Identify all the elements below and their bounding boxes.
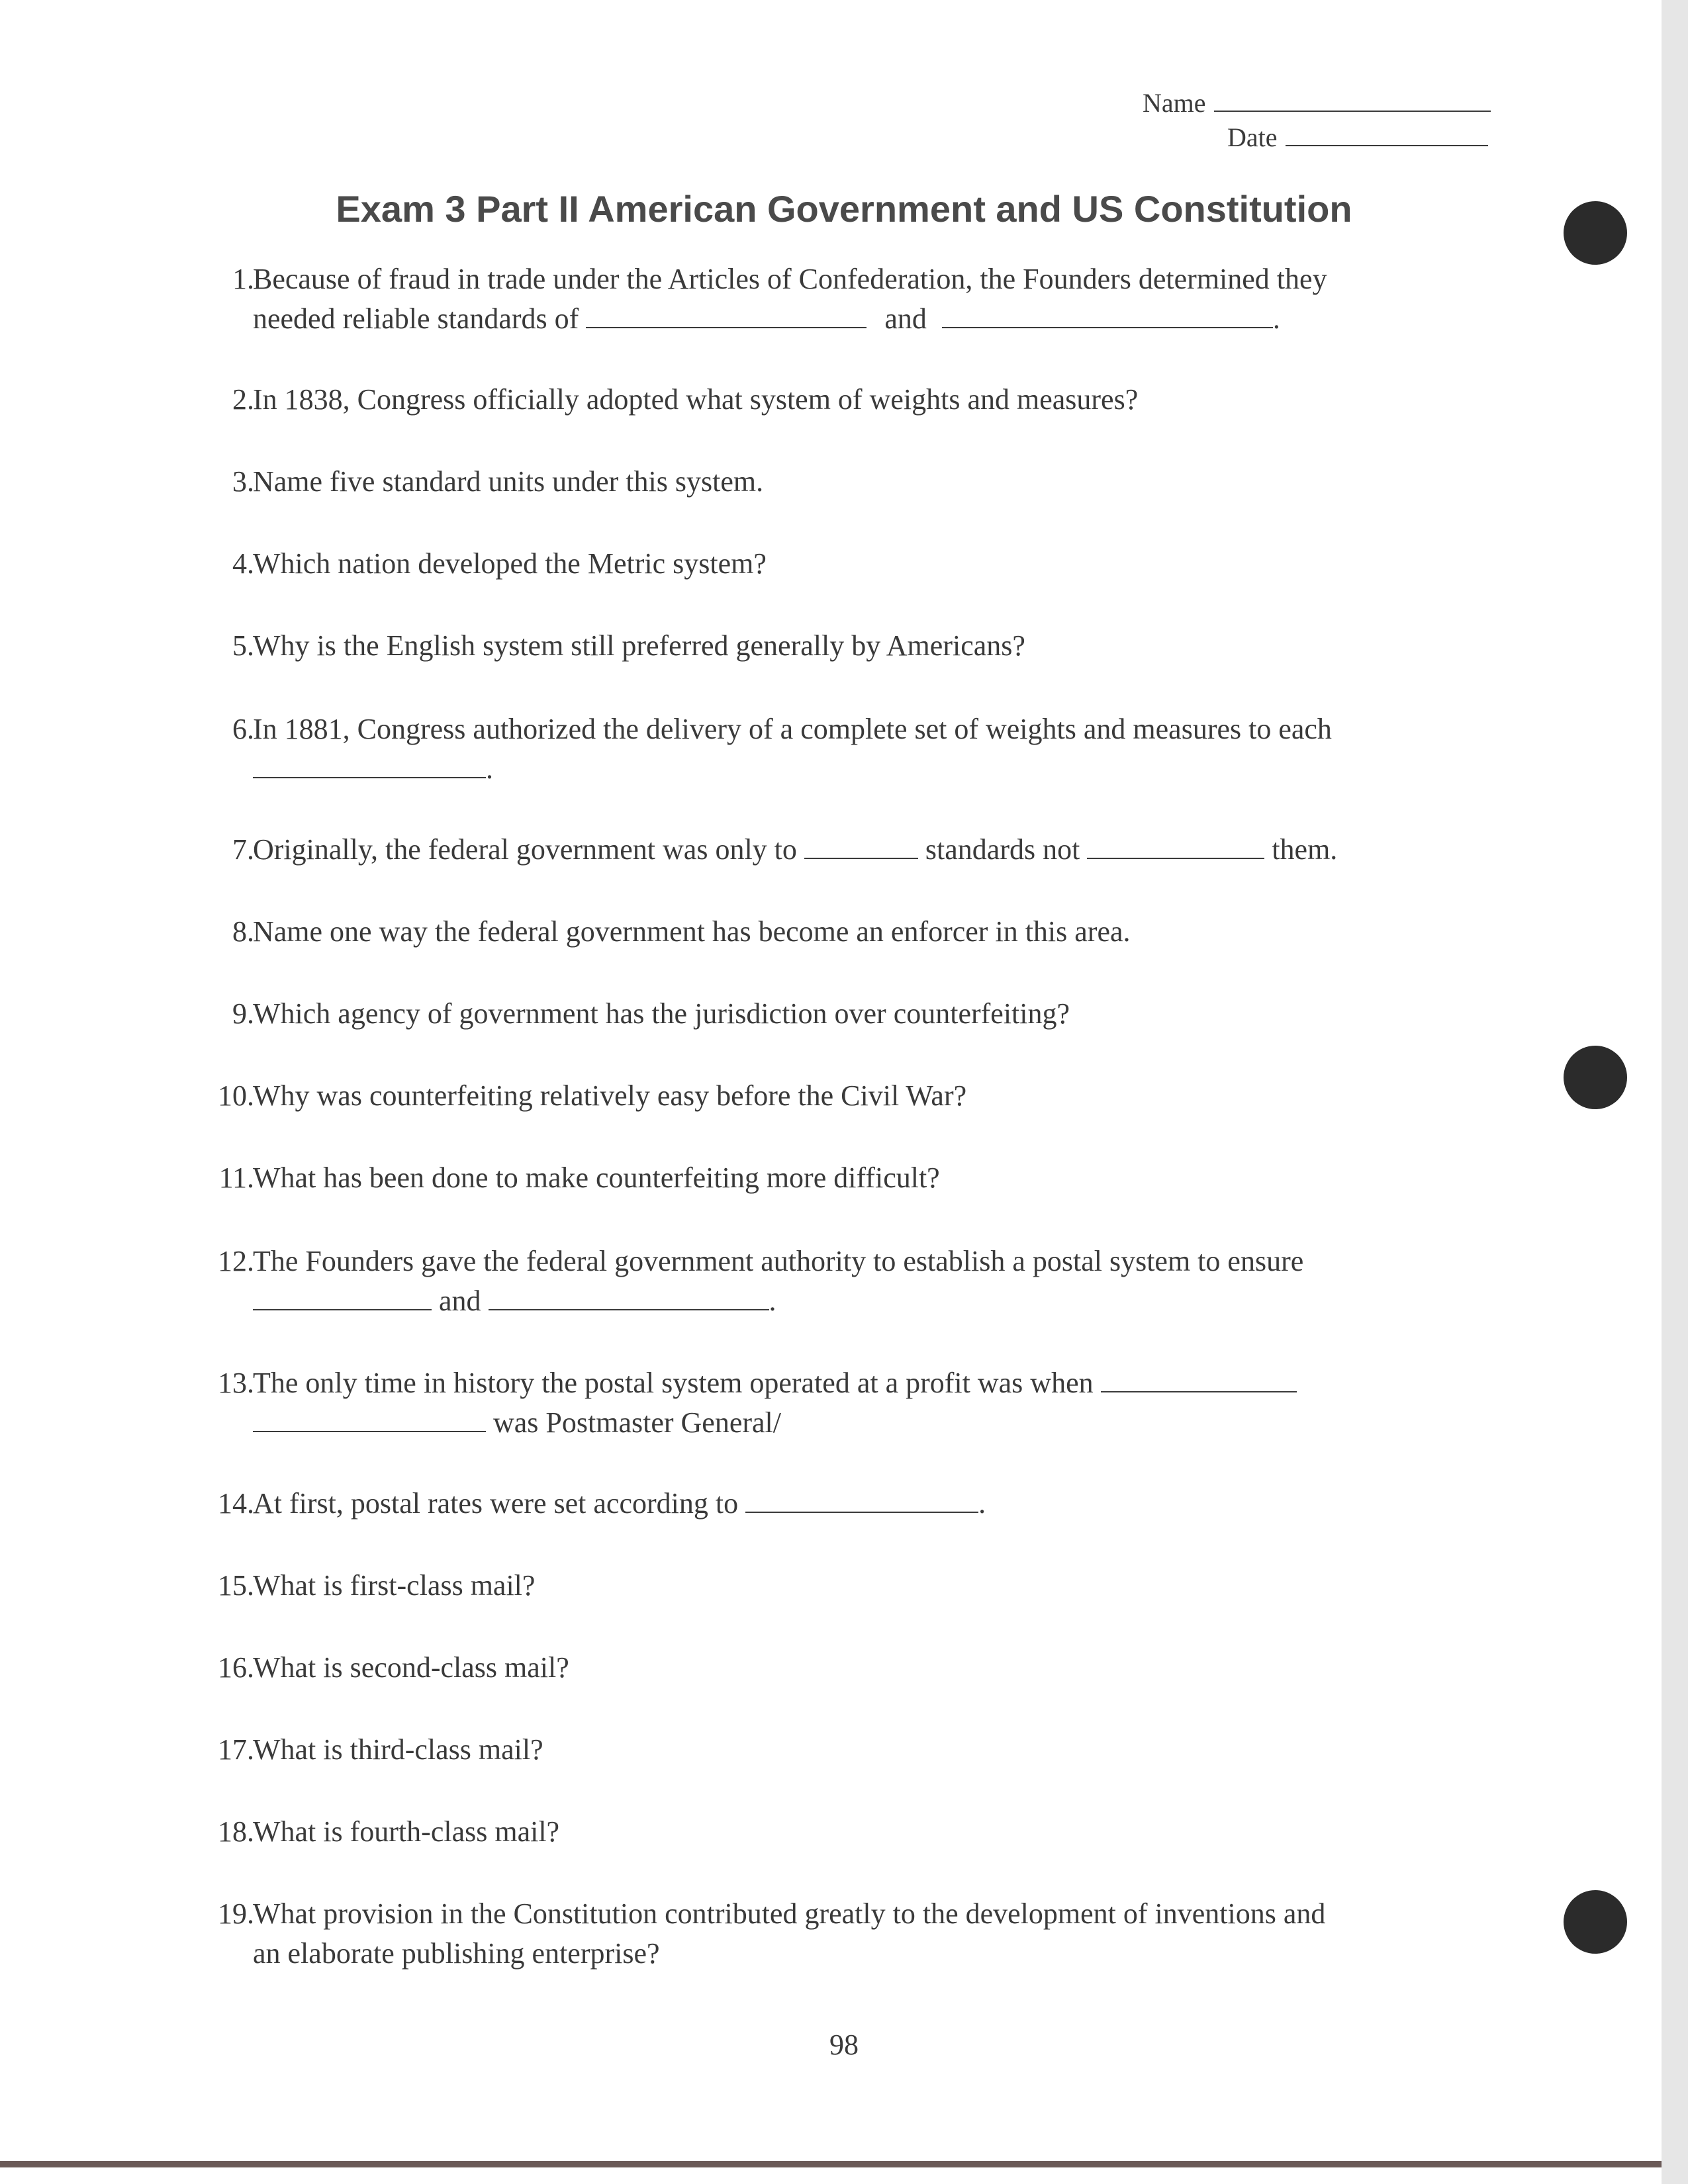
question-text: and xyxy=(884,302,927,335)
question-number: 19. xyxy=(218,1897,254,1930)
name-field[interactable] xyxy=(1143,87,1491,119)
question-8 xyxy=(199,912,1496,952)
question-18 xyxy=(199,1812,1496,1852)
question-text: The only time in history the postal system operated at a profit was when xyxy=(253,1367,1094,1399)
date-blank[interactable] xyxy=(1286,122,1488,146)
question-number: 12. xyxy=(218,1245,254,1277)
question-text: and xyxy=(439,1285,481,1317)
question-text: In 1881, Congress authorized the delivery of a complete set of weights and measures to each xyxy=(253,713,1332,745)
answer-blank[interactable] xyxy=(253,1404,486,1432)
question-number: 17. xyxy=(218,1733,254,1766)
answer-blank[interactable] xyxy=(804,831,918,859)
question-number: 2. xyxy=(232,383,254,416)
question-14 xyxy=(199,1484,1496,1524)
question-text: The Founders gave the federal government authority to establish a postal system to ensure xyxy=(253,1245,1304,1277)
question-text: an elaborate publishing enterprise? xyxy=(253,1937,660,1970)
page-number: 98 xyxy=(829,2028,859,2061)
question-number: 5. xyxy=(232,629,254,662)
question-text: Originally, the federal government was only to xyxy=(253,833,797,866)
question-number: 13. xyxy=(218,1367,254,1399)
scan-edge-right xyxy=(1662,0,1688,2184)
question-number: 4. xyxy=(232,547,254,580)
answer-blank[interactable] xyxy=(489,1283,769,1310)
question-text: standards not xyxy=(925,833,1080,866)
scan-edge-bottom xyxy=(0,2161,1662,2167)
answer-blank[interactable] xyxy=(942,300,1273,328)
date-field[interactable] xyxy=(1227,122,1488,154)
question-text: . xyxy=(486,752,493,785)
question-number: 3. xyxy=(232,465,254,498)
question-number: 18. xyxy=(218,1815,254,1848)
question-text: What is first-class mail? xyxy=(253,1569,536,1602)
question-text: Because of fraud in trade under the Articles of Confederation, the Founders determined they xyxy=(253,263,1327,295)
question-text: them. xyxy=(1272,833,1338,866)
question-5 xyxy=(199,626,1496,666)
question-text: Name one way the federal government has become an enforcer in this area. xyxy=(253,915,1131,948)
question-13 xyxy=(199,1363,1496,1443)
answer-blank[interactable] xyxy=(586,300,867,328)
answer-blank[interactable] xyxy=(1087,831,1264,859)
question-17 xyxy=(199,1730,1496,1770)
question-text: Name five standard units under this system. xyxy=(253,465,764,498)
question-10 xyxy=(199,1076,1496,1116)
question-number: 6. xyxy=(232,713,254,745)
question-number: 14. xyxy=(218,1487,254,1520)
question-text: was Postmaster General/ xyxy=(493,1406,781,1439)
question-16 xyxy=(199,1648,1496,1688)
question-text: . xyxy=(978,1487,986,1520)
question-text: . xyxy=(1272,302,1280,335)
question-number: 11. xyxy=(218,1161,254,1194)
question-number: 9. xyxy=(232,997,254,1030)
name-label: Name xyxy=(1143,88,1206,118)
answer-blank[interactable] xyxy=(253,1283,432,1310)
question-text: In 1838, Congress officially adopted what system of weights and measures? xyxy=(253,383,1139,416)
exam-title: Exam 3 Part II American Government and US Constitution xyxy=(336,188,1352,230)
question-1 xyxy=(199,259,1496,339)
question-3 xyxy=(199,462,1496,502)
question-text: What is fourth-class mail? xyxy=(253,1815,560,1848)
question-text: Why was counterfeiting relatively easy before the Civil War? xyxy=(253,1079,967,1112)
question-4 xyxy=(199,544,1496,584)
answer-blank[interactable] xyxy=(253,751,486,778)
question-9 xyxy=(199,994,1496,1034)
question-number: 7. xyxy=(232,833,254,866)
question-number: 15. xyxy=(218,1569,254,1602)
question-text: At first, postal rates were set according to xyxy=(253,1487,739,1520)
question-11 xyxy=(199,1158,1496,1198)
question-number: 16. xyxy=(218,1651,254,1684)
question-15 xyxy=(199,1566,1496,1606)
question-6 xyxy=(199,709,1496,789)
question-text: needed reliable standards of xyxy=(253,302,579,335)
question-12 xyxy=(199,1242,1496,1321)
question-number: 10. xyxy=(218,1079,254,1112)
question-text: What is third-class mail? xyxy=(253,1733,543,1766)
question-number: 8. xyxy=(232,915,254,948)
question-text: . xyxy=(769,1285,776,1317)
question-7 xyxy=(199,830,1496,870)
binder-hole-middle xyxy=(1564,1046,1627,1109)
question-text: Which nation developed the Metric system? xyxy=(253,547,767,580)
question-number: 1. xyxy=(232,263,254,295)
name-blank[interactable] xyxy=(1214,88,1491,112)
question-text: What has been done to make counterfeiting more difficult? xyxy=(253,1161,940,1194)
date-label: Date xyxy=(1227,122,1278,152)
question-19 xyxy=(199,1894,1496,1974)
question-text: What is second-class mail? xyxy=(253,1651,569,1684)
binder-hole-bottom xyxy=(1564,1890,1627,1954)
answer-blank[interactable] xyxy=(1101,1365,1297,1392)
question-text: What provision in the Constitution contributed greatly to the development of inventions and xyxy=(253,1897,1326,1930)
answer-blank[interactable] xyxy=(745,1485,978,1513)
question-text: Why is the English system still preferred generally by Americans? xyxy=(253,629,1025,662)
question-2 xyxy=(199,380,1496,420)
question-text: Which agency of government has the jurisdiction over counterfeiting? xyxy=(253,997,1070,1030)
